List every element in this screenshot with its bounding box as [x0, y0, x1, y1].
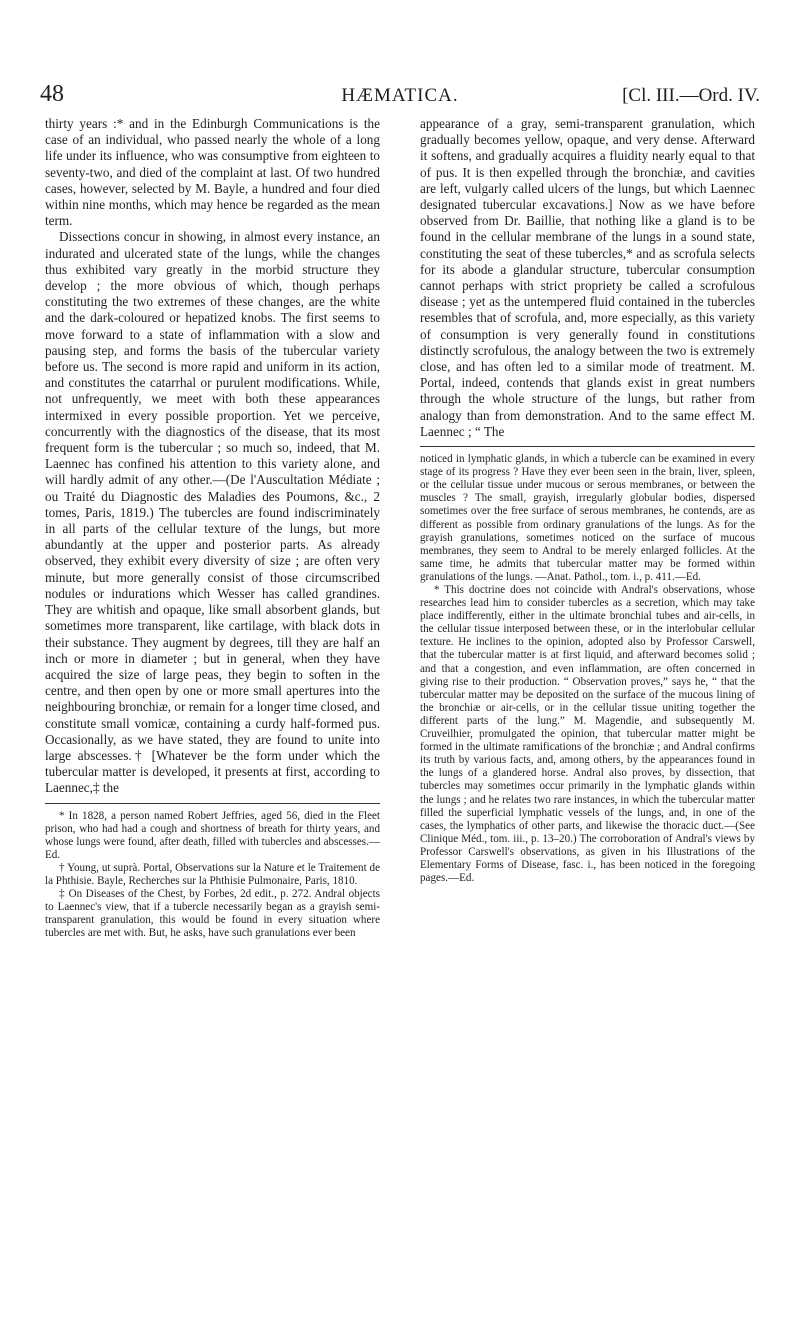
running-header [40, 81, 760, 111]
right-column [420, 116, 755, 885]
footnote: † Young, ut suprà. Portal, Observations sur la Nature et le Traitement de la Phthisie. Bayle, Recherches sur la Phthisie Pulmonaire, Paris, 1810. [45, 861, 380, 887]
footnote: * This doctrine does not coincide with Andral's observations, whose researches lead him to consider tubercles as a secretion, which may take place indifferently, either in the ultimate bronchial tubes and air-cells, in the cellular tissue interposed between these, or in the interlobular cellular texture. He inclines to the opinion, adopted also by Professor Carswell, that the tubercular matter is at first liquid, and afterward becomes solid ; and that a congestion, and even inflammation, are often concerned in giving rise to their production. “ Observation proves,” says he, “ that the tubercular matter may be deposited on the surface of the mucous lining of the bronchiæ or air-cells, or in the cellular tissue uniting together the different parts of the lung.” M. Magendie, and subsequently M. Cruveilhier, promulgated the opinion, that tubercular matter might be formed in the ultimate ramifications of the bronchiæ ; and Andral confirms its truth by various facts, and, among others, by the appearances found in the lungs of a glandered horse. Andral also proves, by dissection, that tubercles may sometimes occur primarily in the lymphatic glands within the lungs ; and he relates two rare instances, in which the tubercular matter filled the superficial lymphatic vessels of the lungs, and, in one of the cases, the lymphatics of other parts, and likewise the thoracic duct.—(See Clinique Méd., tom. iii., p. 13–20.) The corroboration of Andral's views by Professor Carswell's observations, as given in his Illustrations of the Elementary Forms of Disease, fasc. i., has been noticed in the foregoing pages.—Ed. [420, 584, 755, 885]
right-footnotes [420, 453, 755, 885]
right-main-text [420, 116, 755, 440]
paragraph: thirty years :* and in the Edinburgh Communications is the case of an individual, who passed nearly the whole of a long life under its influence, who was consumptive from eighteen to seventy-two, and died of the complaint at last. Of two hundred cases, however, selected by M. Bayle, a hundred and four died within nine months, which may hence be regarded as the mean term. [45, 116, 380, 229]
page-number: 48 [40, 81, 64, 107]
left-main-text [45, 116, 380, 797]
footnote: ‡ On Diseases of the Chest, by Forbes, 2d edit., p. 272. Andral objects to Laennec's view, that if a tubercle necessarily began as a grayish semi-transparent granulation, this would be found in every situation where tubercles are met with. But, he asks, have such granulations ever been [45, 888, 380, 940]
paragraph: Dissections concur in showing, in almost every instance, an indurated and ulcerated state of the lungs, while the changes thus exhibited vary greatly in the morbid structure they develop ; the more obvious of which, though perhaps constituting the two extremes of these changes, are the white and the dark-coloured or hepatized knobs. The first seems to move forward to a state of inflammation with a slow and pausing step, and forms the basis of the tubercular variety before us. The second is more rapid and uniform in its action, and constitutes the catarrhal or purulent modifications. While, not unfrequently, we meet with both these appearances intermixed in every possible proportion. Yet we perceive, concurrently with the diagnostics of the disease, that its most frequent form is the tubercular ; so much so, indeed, that M. Laennec has confined his attention to this variety alone, and will hardly admit of any other.—(De l'Auscultation Médiate ; ou Traité du Diagnostic des Maladies des Poumons, &c., 2 tomes, Paris, 1819.) The tubercles are found indiscriminately in all parts of the cellular texture of the lungs, but more abundantly at the upper and posterior parts. As already observed, they exhibit every diversity of size ; are often very minute, but more generally consist of those circumscribed nodules or indurations which Wesser has called grandines. They are whitish and opaque, like small absorbent glands, but sometimes more transparent, like cartilage, with black dots in their substance. They augment by degrees, till they are half an inch or more in diameter ; but in general, when they have acquired the size of large peas, they begin to soften in the centre, and then open by one or more small apertures into the neighbouring bronchiæ, or remain for a longer time closed, and constitute small vomicæ, containing a curdy half-formed pus. Occasionally, as we have stated, they are found to unite into large abscesses.† [Whatever be the form under which the tubercular matter is developed, it presents at first, according to Laennec,‡ the [45, 229, 380, 796]
footnote-divider [45, 803, 380, 804]
left-footnotes [45, 810, 380, 941]
running-title: HÆMATICA. [341, 85, 459, 106]
paragraph: appearance of a gray, semi-transparent granulation, which gradually becomes yellow, opaque, and very dense. Afterward it softens, and gradually acquires a fluidity nearly equal to that of pus. It is then expelled through the bronchiæ, and cavities are left, vulgarly called ulcers of the lungs, but which Laennec designated tubercular excavations.] Now as we have before observed from Dr. Baillie, that nothing like a gland is to be found in the cellular membrane of the lungs in a sound state, constituting the seat of these tubercles,* and as scrofula selects for its abode a glandular structure, tubercular consumption cannot perhaps with strict propriety be called a scrofulous disease ; yet as the untempered fluid contained in the tubercles resembles that of scrofula, and, more especially, as this variety of consumption is very generally found in constitutions distinctly scrofulous, the analogy between the two is extremely close, and has often led to a similar mode of treatment. M. Portal, indeed, contends that glands exist in great numbers through the whole structure of the lungs, but rather from analogy than from demonstration. And to the same effect M. Laennec ; “ The [420, 116, 755, 439]
footnote-divider [420, 446, 755, 447]
footnote: noticed in lymphatic glands, in which a tubercle can be examined in every stage of its progress ? Have they ever been seen in the brain, liver, spleen, or the cellular tissue under mucous or serous membranes, or between the muscles ? The small, grayish, irregularly globular bodies, dispersed sometimes over the free surface of serous membranes, he contends, are as different as possible from ordinary granulations of the lungs. As for the grayish granulations, sometimes noticed on the surface of mucous membranes, they seem to Andral to be merely enlarged follicles. At the same time, he admits that tubercular matter may be formed within granulations of the lungs. —Anat. Pathol., tom. i., p. 411.—Ed. [420, 453, 755, 583]
section-reference: [Cl. III.—Ord. IV. [622, 85, 760, 106]
footnote: * In 1828, a person named Robert Jeffries, aged 56, died in the Fleet prison, who had had a cough and shortness of breath for thirty years, and whose lungs were found, after death, filled with tubercles and abscesses.—Ed. [45, 809, 380, 861]
left-column [45, 116, 380, 940]
